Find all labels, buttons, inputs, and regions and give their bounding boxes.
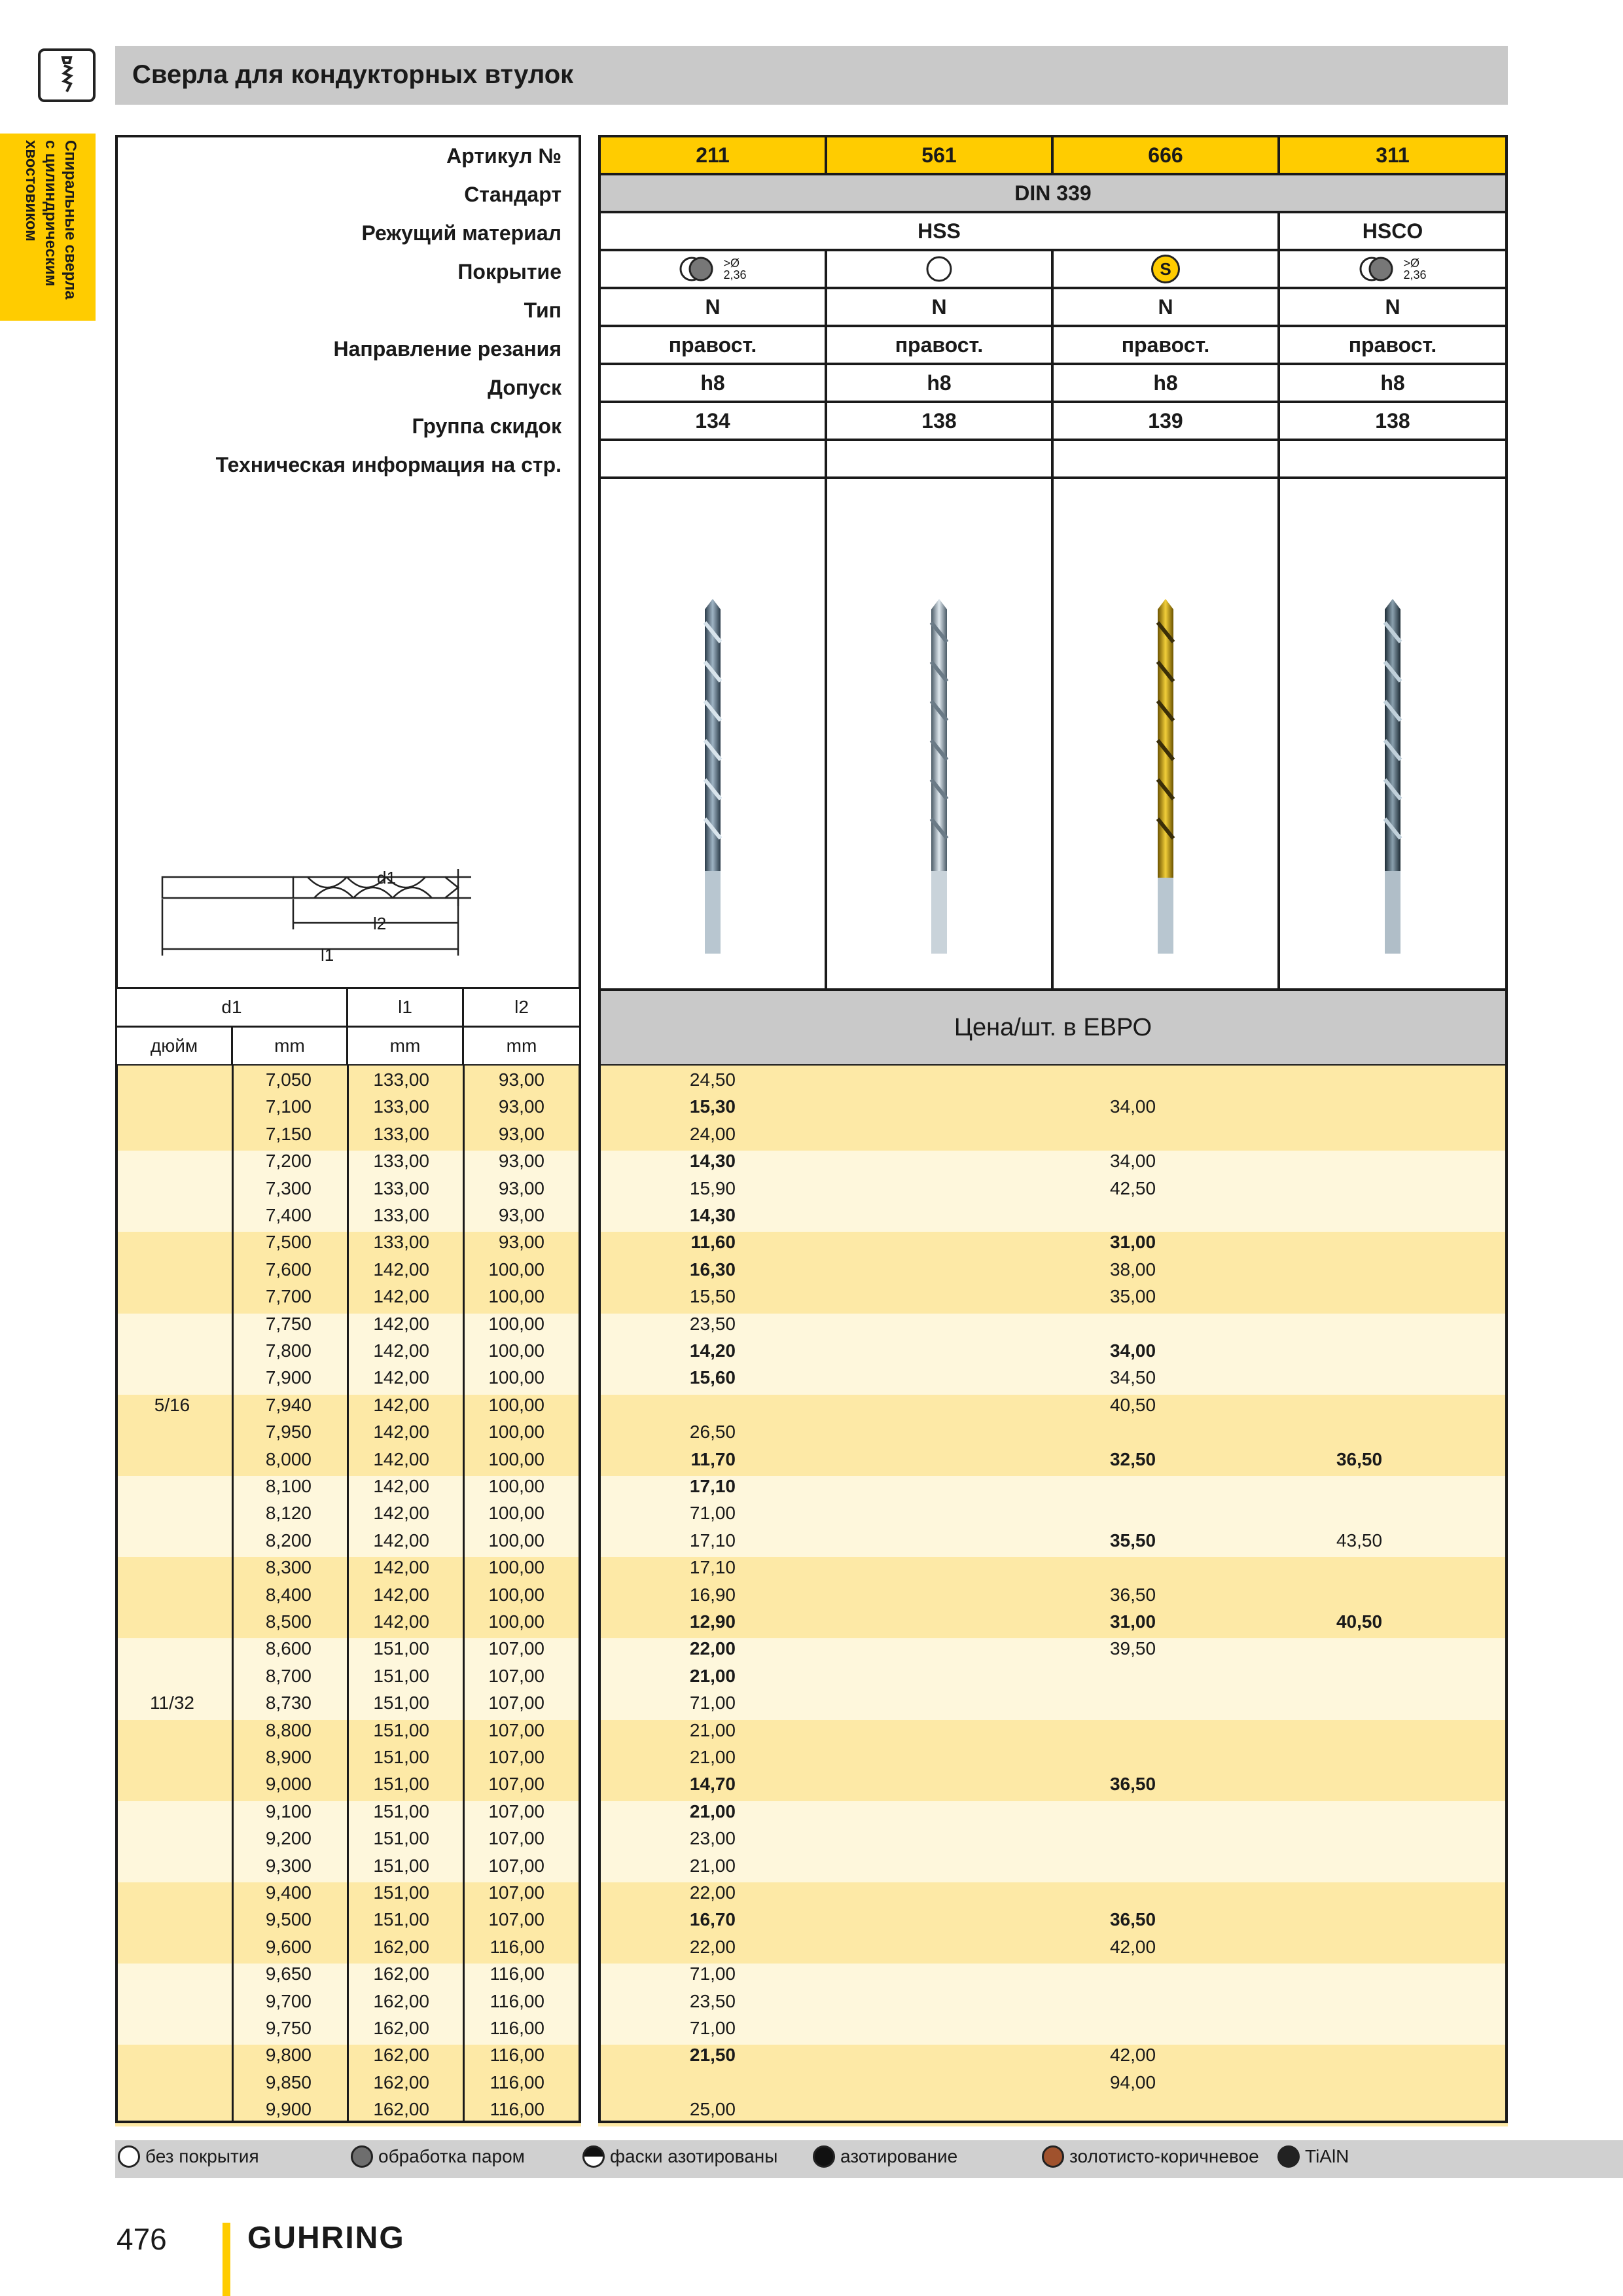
tolerance-211: h8: [598, 363, 827, 403]
price-header: Цена/шт. в ЕВРО: [598, 988, 1508, 1067]
cell-l2: 107,00: [488, 1801, 544, 1821]
cell-d1-mm: 9,850: [265, 2072, 312, 2092]
drill-image-311: [1277, 476, 1508, 991]
note-symbol: >Ø: [723, 257, 740, 270]
cell-l1: 142,00: [373, 1422, 429, 1443]
coating-311: [1277, 249, 1508, 289]
section-tab-line-2: с цилиндрическим: [42, 140, 60, 287]
cell-d1-mm: 7,600: [265, 1259, 312, 1280]
price-666: 31,00: [1109, 1611, 1156, 1632]
cell-l2: 116,00: [490, 1990, 544, 2011]
cell-l2: 93,00: [498, 1069, 544, 1090]
price-211: 21,00: [689, 1801, 736, 1821]
brand-logo: [38, 48, 96, 102]
col-header-mm: mm: [231, 1026, 348, 1066]
techinfo-311[interactable]: [1277, 439, 1508, 479]
price-211: 24,00: [689, 1123, 736, 1144]
dim-l2-label: l2: [373, 914, 387, 933]
article-311[interactable]: 311: [1277, 135, 1508, 175]
price-666: 35,50: [1109, 1530, 1156, 1551]
cell-d1-mm: 8,200: [265, 1530, 312, 1551]
cell-l2: 100,00: [488, 1530, 544, 1551]
cell-l2: 107,00: [488, 1747, 544, 1767]
legend-item-tialn: [1277, 2145, 1349, 2168]
cell-l2: 100,00: [488, 1611, 544, 1632]
drill-icon: [919, 596, 959, 963]
price-666: 34,00: [1109, 1151, 1156, 1172]
cell-l2: 116,00: [490, 1936, 544, 1957]
type-211: N: [598, 287, 827, 327]
cell-l1: 151,00: [373, 1855, 429, 1876]
drill-image-211: [598, 476, 827, 991]
cell-l1: 151,00: [373, 1828, 429, 1849]
coating-211-note: [723, 257, 746, 281]
cell-l2: 100,00: [488, 1340, 544, 1361]
steam-treated-icon: [679, 256, 721, 282]
cell-d1-mm: 9,650: [265, 1964, 312, 1984]
cell-l1: 151,00: [373, 1665, 429, 1686]
cell-d1-mm: 9,400: [265, 1882, 312, 1903]
cell-l1: 133,00: [373, 1123, 429, 1144]
cell-l2: 93,00: [498, 1232, 544, 1253]
steam-treated-icon: [351, 2145, 373, 2168]
cell-l2: 100,00: [488, 1422, 544, 1443]
cell-l1: 162,00: [373, 2072, 429, 2092]
cell-l2: 100,00: [488, 1503, 544, 1524]
cell-l1: 133,00: [373, 1205, 429, 1225]
price-666: 34,50: [1109, 1367, 1156, 1388]
price-211: 16,70: [689, 1909, 736, 1930]
price-211: 71,00: [689, 2018, 736, 2038]
cell-d1-mm: 7,700: [265, 1286, 312, 1307]
price-211: 24,50: [689, 1069, 736, 1090]
steam-treated-icon: [1359, 256, 1400, 282]
type-561: N: [825, 287, 1054, 327]
price-211: 14,70: [689, 1774, 736, 1795]
col-header-l2-mm: mm: [462, 1026, 581, 1066]
cell-inch: 11/32: [150, 1693, 194, 1713]
cell-l2: 100,00: [488, 1367, 544, 1388]
type-666: N: [1051, 287, 1280, 327]
price-211: 17,10: [689, 1557, 736, 1578]
price-211: 15,30: [689, 1096, 736, 1117]
cell-inch: 5/16: [154, 1394, 190, 1415]
cell-l1: 142,00: [373, 1448, 429, 1469]
cell-d1-mm: 7,500: [265, 1232, 312, 1253]
cell-d1-mm: 9,600: [265, 1936, 312, 1957]
price-211: 71,00: [689, 1503, 736, 1524]
cell-d1-mm: 8,300: [265, 1557, 312, 1578]
cell-l2: 100,00: [488, 1286, 544, 1307]
col-header-inch: дюйм: [115, 1026, 233, 1066]
note-value: 2,36: [1403, 268, 1427, 281]
price-666: 40,50: [1109, 1394, 1156, 1415]
cell-l2: 107,00: [488, 1693, 544, 1713]
cell-l2: 100,00: [488, 1259, 544, 1280]
cell-l1: 151,00: [373, 1719, 429, 1740]
coating-211: [598, 249, 827, 289]
price-211: 21,00: [689, 1747, 736, 1767]
col-header-l1: l1: [346, 987, 464, 1028]
price-211: 12,90: [689, 1611, 736, 1632]
price-211: 23,50: [689, 1313, 736, 1334]
cell-d1-mm: 8,700: [265, 1665, 312, 1686]
price-211: 25,00: [689, 2099, 736, 2120]
cell-l2: 93,00: [498, 1177, 544, 1198]
cell-d1-mm: 7,050: [265, 1069, 312, 1090]
drill-image-561: [825, 476, 1054, 991]
material-hsco: HSCO: [1277, 211, 1508, 251]
page-title: Сверла для кондукторных втулок: [132, 60, 574, 89]
label-tech-info: Техническая информация на стр.: [215, 453, 562, 476]
cell-d1-mm: 9,500: [265, 1909, 312, 1930]
cell-l1: 133,00: [373, 1096, 429, 1117]
cell-l2: 100,00: [488, 1476, 544, 1496]
price-666: 31,00: [1109, 1232, 1156, 1253]
cell-l2: 116,00: [490, 1964, 544, 1984]
page-number: 476: [116, 2222, 167, 2256]
section-tab-line-1: Спиральные сверла: [62, 140, 79, 300]
cell-l2: 93,00: [498, 1123, 544, 1144]
price-table-frame: [598, 1066, 1508, 2123]
price-666: 36,50: [1109, 1909, 1156, 1930]
cell-l2: 107,00: [488, 1828, 544, 1849]
cell-l2: 107,00: [488, 1909, 544, 1930]
discount-561: 138: [825, 401, 1054, 441]
coating-666: [1051, 249, 1280, 289]
price-211: 71,00: [689, 1964, 736, 1984]
note-symbol: >Ø: [1403, 257, 1419, 270]
direction-211: правост.: [598, 325, 827, 365]
price-211: 14,20: [689, 1340, 736, 1361]
section-tab-line-3: хвостовиком: [22, 140, 40, 242]
price-666: 39,50: [1109, 1638, 1156, 1659]
price-311: 43,50: [1336, 1530, 1383, 1551]
price-666: 34,00: [1109, 1096, 1156, 1117]
price-211: 71,00: [689, 1693, 736, 1713]
label-tolerance: Допуск: [488, 376, 562, 399]
price-666: 36,50: [1109, 1584, 1156, 1605]
cell-d1-mm: 7,940: [265, 1394, 312, 1415]
nitrided-icon: [813, 2145, 835, 2168]
cell-l1: 151,00: [373, 1774, 429, 1795]
price-211: 23,00: [689, 1828, 736, 1849]
drill-dimension-drawing: [157, 851, 524, 975]
tin-gold-icon: S: [1151, 255, 1180, 283]
cell-d1-mm: 9,300: [265, 1855, 312, 1876]
price-666: 32,50: [1109, 1448, 1156, 1469]
page-title-bar: [115, 46, 1508, 105]
cell-l1: 151,00: [373, 1747, 429, 1767]
cell-l2: 93,00: [498, 1205, 544, 1225]
cell-l1: 142,00: [373, 1557, 429, 1578]
label-material: Режущий материал: [361, 221, 562, 245]
cell-l2: 107,00: [488, 1855, 544, 1876]
dim-l1-label: l1: [321, 945, 334, 965]
cell-l1: 162,00: [373, 2099, 429, 2120]
cell-l2: 100,00: [488, 1584, 544, 1605]
cell-l2: 116,00: [490, 2099, 544, 2120]
legend-item-nitrided-flanks: [582, 2145, 777, 2168]
cell-l1: 142,00: [373, 1313, 429, 1334]
cell-l1: 162,00: [373, 2045, 429, 2066]
article-211[interactable]: 211: [598, 135, 827, 175]
legend-item-uncoated: [118, 2145, 259, 2168]
cell-l2: 116,00: [490, 2018, 544, 2038]
price-311: 40,50: [1336, 1611, 1383, 1632]
cell-l2: 107,00: [488, 1719, 544, 1740]
cell-d1-mm: 8,120: [265, 1503, 312, 1524]
price-211: 26,50: [689, 1422, 736, 1443]
price-211: 17,10: [689, 1530, 736, 1551]
col-header-l1-mm: mm: [346, 1026, 464, 1066]
price-211: 15,90: [689, 1177, 736, 1198]
cell-d1-mm: 7,750: [265, 1313, 312, 1334]
cell-l1: 162,00: [373, 1936, 429, 1957]
price-211: 23,50: [689, 1990, 736, 2011]
cell-l2: 107,00: [488, 1774, 544, 1795]
article-561[interactable]: 561: [825, 135, 1054, 175]
cell-d1-mm: 7,300: [265, 1177, 312, 1198]
cell-d1-mm: 8,000: [265, 1448, 312, 1469]
footer-accent-bar: [223, 2223, 230, 2296]
note-value: 2,36: [723, 268, 747, 281]
cell-l1: 151,00: [373, 1693, 429, 1713]
cell-d1-mm: 8,100: [265, 1476, 312, 1496]
techinfo-561[interactable]: [825, 439, 1054, 479]
label-type: Тип: [524, 298, 562, 322]
price-211: 22,00: [689, 1936, 736, 1957]
cell-l1: 162,00: [373, 2018, 429, 2038]
price-211: 22,00: [689, 1638, 736, 1659]
direction-666: правост.: [1051, 325, 1280, 365]
cell-l1: 151,00: [373, 1638, 429, 1659]
cell-d1-mm: 8,500: [265, 1611, 312, 1632]
price-666: 36,50: [1109, 1774, 1156, 1795]
techinfo-666[interactable]: [1051, 439, 1280, 479]
label-article: Артикул №: [446, 144, 562, 168]
price-211: 15,60: [689, 1367, 736, 1388]
cell-d1-mm: 7,400: [265, 1205, 312, 1225]
cell-l1: 151,00: [373, 1801, 429, 1821]
cell-d1-mm: 7,150: [265, 1123, 312, 1144]
cell-l1: 133,00: [373, 1151, 429, 1172]
legend-label: TiAlN: [1305, 2146, 1349, 2166]
drill-icon: [1146, 596, 1185, 963]
price-211: 16,30: [689, 1259, 736, 1280]
legend-label: без покрытия: [145, 2146, 259, 2166]
cell-l2: 93,00: [498, 1096, 544, 1117]
cell-d1-mm: 8,800: [265, 1719, 312, 1740]
cell-l2: 107,00: [488, 1882, 544, 1903]
spec-label-panel: [115, 135, 581, 990]
price-666: 42,00: [1109, 2045, 1156, 2066]
price-211: 11,70: [690, 1448, 736, 1469]
cell-l1: 142,00: [373, 1503, 429, 1524]
discount-211: 134: [598, 401, 827, 441]
dim-d1-label: d1: [377, 868, 396, 888]
dimension-table-frame: [115, 1066, 581, 2123]
price-666: 35,00: [1109, 1286, 1156, 1307]
col-header-d1: d1: [115, 987, 348, 1028]
price-211: 17,10: [689, 1476, 736, 1496]
nitrided-flanks-icon: [582, 2145, 605, 2168]
cell-l1: 133,00: [373, 1232, 429, 1253]
section-tab[interactable]: [0, 134, 96, 321]
col-divider: [463, 1066, 465, 2123]
label-discount-group: Группа скидок: [412, 414, 562, 438]
type-311: N: [1277, 287, 1508, 327]
price-211: 14,30: [689, 1205, 736, 1225]
drill-icon: [693, 596, 732, 963]
cell-l2: 100,00: [488, 1557, 544, 1578]
coating-311-note: [1403, 257, 1426, 281]
tialn-icon: [1277, 2145, 1300, 2168]
direction-311: правост.: [1277, 325, 1508, 365]
direction-561: правост.: [825, 325, 1054, 365]
cell-l1: 162,00: [373, 1964, 429, 1984]
label-direction: Направление резания: [333, 337, 562, 361]
price-211: 16,90: [689, 1584, 736, 1605]
price-211: 14,30: [689, 1151, 736, 1172]
cell-l2: 100,00: [488, 1313, 544, 1334]
cell-l1: 142,00: [373, 1394, 429, 1415]
article-666[interactable]: 666: [1051, 135, 1280, 175]
cell-l1: 142,00: [373, 1340, 429, 1361]
cell-l1: 133,00: [373, 1177, 429, 1198]
price-666: 42,50: [1109, 1177, 1156, 1198]
price-211: 21,00: [689, 1665, 736, 1686]
cell-d1-mm: 8,600: [265, 1638, 312, 1659]
cell-d1-mm: 7,100: [265, 1096, 312, 1117]
col-divider: [232, 1066, 234, 2123]
cell-l1: 142,00: [373, 1259, 429, 1280]
cell-d1-mm: 8,900: [265, 1747, 312, 1767]
cell-d1-mm: 9,000: [265, 1774, 312, 1795]
legend-label: золотисто-коричневое: [1069, 2146, 1259, 2166]
cell-d1-mm: 7,950: [265, 1422, 312, 1443]
cell-l2: 116,00: [490, 2072, 544, 2092]
discount-666: 139: [1051, 401, 1280, 441]
cell-d1-mm: 9,800: [265, 2045, 312, 2066]
cell-l1: 151,00: [373, 1882, 429, 1903]
brand-logo-text: GUHRING: [247, 2221, 405, 2255]
cell-d1-mm: 9,200: [265, 1828, 312, 1849]
legend-item-gold-brown: [1042, 2145, 1259, 2168]
price-666: 94,00: [1109, 2072, 1156, 2092]
cell-l1: 133,00: [373, 1069, 429, 1090]
price-666: 42,00: [1109, 1936, 1156, 1957]
legend-label: обработка паром: [378, 2146, 525, 2166]
col-header-l2: l2: [462, 987, 581, 1028]
techinfo-211[interactable]: [598, 439, 827, 479]
tolerance-561: h8: [825, 363, 1054, 403]
cell-l1: 142,00: [373, 1611, 429, 1632]
cell-d1-mm: 8,730: [265, 1693, 312, 1713]
cell-d1-mm: 7,800: [265, 1340, 312, 1361]
cell-l1: 151,00: [373, 1909, 429, 1930]
col-divider: [347, 1066, 349, 2123]
price-211: 21,00: [689, 1855, 736, 1876]
label-standard: Стандарт: [464, 183, 562, 206]
price-666: 34,00: [1109, 1340, 1156, 1361]
price-211: 21,50: [689, 2045, 736, 2066]
cell-l2: 107,00: [488, 1638, 544, 1659]
legend-label: фаски азотированы: [610, 2146, 778, 2166]
legend-item-nitrided: [813, 2145, 957, 2168]
cell-l2: 100,00: [488, 1394, 544, 1415]
cell-l1: 142,00: [373, 1286, 429, 1307]
cell-d1-mm: 9,900: [265, 2099, 312, 2120]
drill-image-666: [1051, 476, 1280, 991]
discount-311: 138: [1277, 401, 1508, 441]
cell-d1-mm: 9,700: [265, 1990, 312, 2011]
cell-l2: 100,00: [488, 1448, 544, 1469]
standard-cell: DIN 339: [598, 173, 1508, 213]
drill-icon: [1373, 596, 1412, 963]
cell-l1: 162,00: [373, 1990, 429, 2011]
price-211: 21,00: [689, 1719, 736, 1740]
drill-logo-icon: [41, 51, 93, 99]
tolerance-666: h8: [1051, 363, 1280, 403]
cell-l1: 142,00: [373, 1530, 429, 1551]
material-hss: HSS: [598, 211, 1280, 251]
cell-d1-mm: 7,900: [265, 1367, 312, 1388]
price-211: 15,50: [689, 1286, 736, 1307]
cell-l2: 107,00: [488, 1665, 544, 1686]
cell-d1-mm: 9,100: [265, 1801, 312, 1821]
cell-l1: 142,00: [373, 1584, 429, 1605]
uncoated-icon: [118, 2145, 140, 2168]
gold-brown-icon: [1042, 2145, 1064, 2168]
cell-l1: 142,00: [373, 1476, 429, 1496]
price-211: 22,00: [689, 1882, 736, 1903]
cell-l2: 93,00: [498, 1151, 544, 1172]
legend-item-steam: [351, 2145, 525, 2168]
cell-l1: 142,00: [373, 1367, 429, 1388]
cell-d1-mm: 7,200: [265, 1151, 312, 1172]
coating-561: [825, 249, 1054, 289]
price-211: 11,60: [690, 1232, 736, 1253]
uncoated-icon: [925, 255, 954, 283]
tolerance-311: h8: [1277, 363, 1508, 403]
cell-l2: 116,00: [490, 2045, 544, 2066]
price-311: 36,50: [1336, 1448, 1383, 1469]
price-666: 38,00: [1109, 1259, 1156, 1280]
label-coating: Покрытие: [457, 260, 562, 283]
cell-d1-mm: 9,750: [265, 2018, 312, 2038]
coating-legend: [115, 2140, 1623, 2178]
cell-d1-mm: 8,400: [265, 1584, 312, 1605]
legend-label: азотирование: [840, 2146, 958, 2166]
